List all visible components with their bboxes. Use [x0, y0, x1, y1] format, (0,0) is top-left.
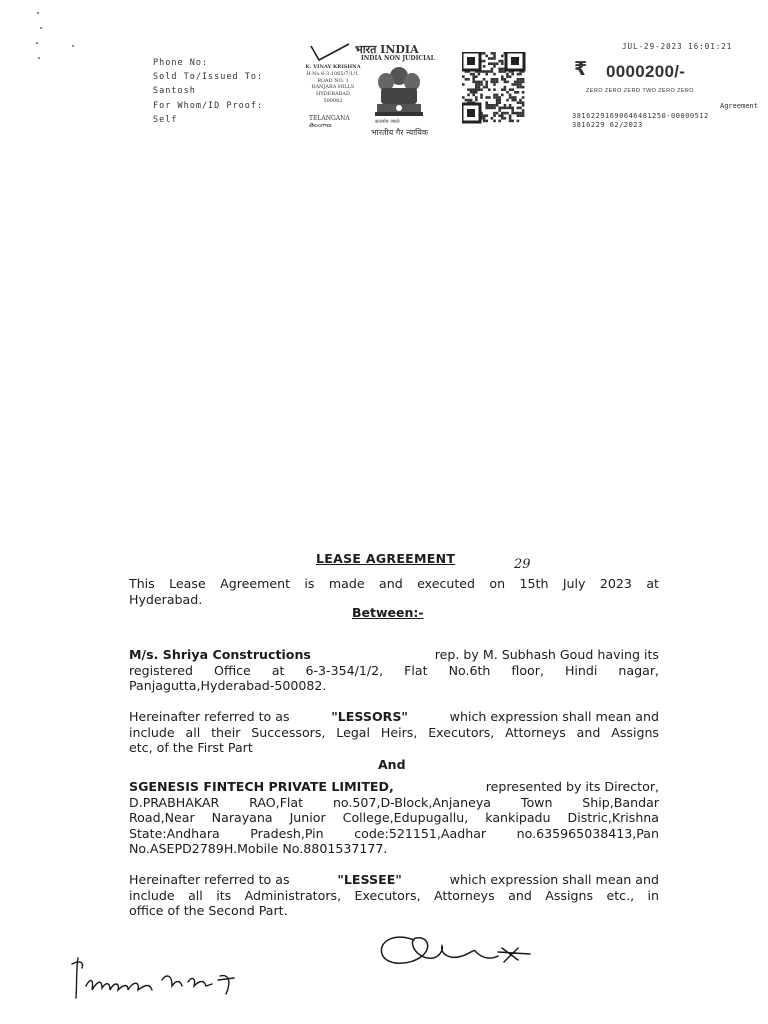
qr-module	[504, 112, 507, 115]
qr-module	[514, 81, 517, 84]
qr-module	[491, 70, 494, 73]
paragraph-line: include all its Administrators, Executors, Attorneys and Assigns etc., in	[129, 887, 659, 903]
paragraph-line: registered Office at 6-3-354/1/2, Flat No.6th floor, Hindi nagar,	[129, 662, 659, 678]
qr-module	[488, 62, 491, 65]
qr-module	[488, 96, 491, 99]
qr-module	[485, 96, 488, 99]
qr-module	[522, 81, 525, 84]
qr-module	[496, 78, 499, 81]
qr-module	[498, 101, 501, 104]
qr-module	[501, 62, 504, 65]
qr-module	[470, 88, 473, 91]
qr-module	[483, 120, 486, 123]
qr-module	[509, 114, 512, 117]
qr-module	[496, 94, 499, 97]
qr-module	[493, 57, 496, 60]
qr-module	[511, 99, 514, 102]
qr-module	[478, 86, 481, 89]
lessee-paragraph	[129, 779, 659, 857]
qr-module	[470, 99, 473, 102]
qr-module	[511, 83, 514, 86]
qr-module	[472, 81, 475, 84]
qr-module	[504, 86, 507, 89]
lessor-name: M/s. Shriya Constructions	[129, 647, 311, 662]
qr-module	[506, 99, 509, 102]
qr-module	[504, 88, 507, 91]
verification-tick-mark	[307, 42, 353, 64]
qr-module	[478, 88, 481, 91]
qr-module	[519, 114, 522, 117]
qr-module	[475, 88, 478, 91]
qr-module	[498, 120, 501, 123]
qr-module	[496, 62, 499, 65]
paragraph-line: office of the Second Part.	[129, 903, 288, 918]
stamp-value-block	[570, 42, 768, 132]
qr-module	[485, 73, 488, 76]
qr-module	[504, 81, 507, 84]
qr-module	[485, 70, 488, 73]
qr-module	[501, 55, 504, 58]
qr-module	[472, 94, 475, 97]
qr-module	[491, 57, 494, 60]
qr-module	[506, 91, 509, 94]
qr-module	[485, 101, 488, 104]
bharat-india-label: भारत INDIA	[355, 43, 419, 56]
qr-module	[517, 81, 520, 84]
lessor-paragraph	[129, 647, 659, 694]
for-whom-value: Self	[153, 114, 178, 125]
qr-module	[522, 104, 525, 107]
qr-module	[467, 94, 470, 97]
qr-module	[493, 96, 496, 99]
qr-module	[480, 83, 483, 86]
qr-module	[517, 83, 520, 86]
qr-module	[501, 114, 504, 117]
paragraph-line: Road,Near Narayana Junior College,Edupugallu, kankipadu Distric,Krishna	[129, 810, 659, 825]
qr-module	[496, 101, 499, 104]
qr-module	[475, 91, 478, 94]
qr-module	[509, 96, 512, 99]
qr-module	[501, 70, 504, 73]
qr-module	[480, 94, 483, 97]
qr-module	[472, 78, 475, 81]
qr-module	[517, 78, 520, 81]
qr-module	[491, 78, 494, 81]
qr-module	[506, 107, 509, 110]
qr-module	[509, 104, 512, 107]
qr-module	[475, 81, 478, 84]
qr-module	[501, 112, 504, 115]
ref-prefix: Hereinafter referred to as	[129, 872, 290, 887]
qr-module	[493, 52, 496, 55]
qr-module	[511, 73, 514, 76]
qr-module	[498, 107, 501, 110]
qr-module	[511, 96, 514, 99]
paragraph-line: include all their Successors, Legal Heirs, Executors, Attorneys and Assigns	[129, 724, 659, 740]
paragraph-line	[129, 779, 659, 795]
vendor-name: K. VINAY KRISHNA	[305, 64, 361, 70]
qr-module	[517, 101, 520, 104]
lessee-reference-paragraph	[129, 872, 659, 919]
qr-module	[514, 112, 517, 115]
qr-module	[483, 70, 486, 73]
document-title: LEASE AGREEMENT	[316, 551, 456, 566]
qr-module	[493, 88, 496, 91]
qr-module	[522, 109, 525, 112]
paragraph-line: No.ASEPD2789H.Mobile No.8801537177.	[129, 841, 388, 856]
bharatiya-gair-nyayik: भारतीय गैर न्यायिक	[371, 128, 429, 137]
qr-module	[475, 86, 478, 89]
qr-module	[485, 83, 488, 86]
paragraph-line: D.PRABHAKAR RAO,Flat no.507,D-Block,Anjaneya Town Ship,Bandar	[129, 794, 659, 810]
qr-module	[509, 117, 512, 120]
lessor-reference-paragraph	[129, 709, 659, 756]
qr-module	[501, 60, 504, 63]
qr-module	[517, 86, 520, 89]
qr-module	[483, 65, 486, 68]
qr-module	[504, 117, 507, 120]
qr-module	[496, 99, 499, 102]
qr-module	[519, 99, 522, 102]
stamp-datetime: JUL-29-2023 16:01:21	[622, 42, 733, 51]
qr-module	[480, 96, 483, 99]
qr-module	[493, 83, 496, 86]
vendor-address-line: HYDERABAD	[316, 91, 350, 98]
lessee-name: SGENESIS FINTECH PRIVATE LIMITED,	[129, 779, 394, 794]
intro-paragraph	[129, 576, 659, 607]
qr-module	[501, 68, 504, 71]
qr-module	[483, 52, 486, 55]
qr-module	[498, 109, 501, 112]
qr-module	[465, 99, 468, 102]
qr-module	[514, 96, 517, 99]
handwritten-page-number: 29	[514, 557, 531, 572]
lessors-term: "LESSORS"	[331, 709, 408, 724]
qr-module	[496, 104, 499, 107]
qr-module	[470, 73, 473, 76]
and-heading: And	[378, 757, 406, 772]
non-judicial-label: INDIA NON JUDICIAL	[361, 55, 435, 62]
qr-module	[498, 96, 501, 99]
qr-module	[488, 107, 491, 110]
qr-module	[478, 73, 481, 76]
qr-module	[501, 78, 504, 81]
qr-module	[483, 117, 486, 120]
qr-module	[462, 75, 465, 78]
qr-module	[493, 55, 496, 58]
qr-module	[491, 81, 494, 84]
qr-module	[472, 73, 475, 76]
for-whom-label: For Whom/ID Proof:	[153, 100, 264, 111]
qr-module	[522, 86, 525, 89]
vendor-state-english: TELANGANA	[309, 115, 350, 122]
qr-module	[496, 81, 499, 84]
qr-module	[475, 96, 478, 99]
qr-module	[504, 107, 507, 110]
vendor-state	[309, 115, 350, 129]
qr-module	[472, 88, 475, 91]
qr-module	[493, 114, 496, 117]
qr-module	[522, 91, 525, 94]
stamp-vendor-details	[305, 64, 361, 105]
qr-module	[519, 86, 522, 89]
qr-module	[498, 70, 501, 73]
qr-module	[467, 78, 470, 81]
qr-module	[491, 68, 494, 71]
paragraph-line: Hyderabad.	[129, 591, 203, 607]
satyameva-jayate: सत्यमेव जयते	[375, 119, 400, 125]
qr-module	[467, 88, 470, 91]
qr-module	[491, 52, 494, 55]
qr-module	[501, 107, 504, 110]
qr-module	[493, 81, 496, 84]
qr-module	[491, 117, 494, 120]
qr-module	[514, 83, 517, 86]
paragraph-line	[129, 872, 659, 888]
qr-module	[522, 96, 525, 99]
qr-module	[501, 94, 504, 97]
qr-module	[517, 107, 520, 110]
qr-module	[483, 60, 486, 63]
qr-module	[519, 101, 522, 104]
qr-module	[519, 78, 522, 81]
qr-module	[522, 101, 525, 104]
qr-module	[485, 81, 488, 84]
qr-finder-center	[511, 57, 519, 65]
qr-module	[491, 104, 494, 107]
paragraph-line: State:Andhara Pradesh,Pin code:521151,Aadhar no.635965038413,Pan	[129, 825, 659, 841]
ref-prefix: Hereinafter referred to as	[129, 709, 290, 724]
lessor-signature	[370, 926, 540, 974]
qr-module	[511, 88, 514, 91]
qr-module	[475, 99, 478, 102]
qr-module	[493, 120, 496, 123]
qr-module	[496, 112, 499, 115]
stamp-purpose: Agreement	[720, 102, 758, 110]
qr-module	[511, 112, 514, 115]
qr-module	[519, 112, 522, 115]
qr-module	[509, 88, 512, 91]
qr-module	[511, 120, 514, 123]
qr-module	[493, 65, 496, 68]
vendor-address-line: 500082	[323, 97, 343, 104]
qr-module	[462, 96, 465, 99]
qr-module	[509, 120, 512, 123]
vendor-address-line: H.No 6-3-1065/7/1/1,	[306, 70, 360, 77]
sold-to-label: Sold To/Issued To:	[153, 72, 264, 83]
stamp-qr-code	[462, 52, 526, 124]
qr-module	[517, 112, 520, 115]
qr-module	[493, 107, 496, 110]
qr-module	[504, 78, 507, 81]
qr-module	[501, 117, 504, 120]
qr-module	[493, 104, 496, 107]
stamp-amount-words: ZERO ZERO ZERO TWO ZERO ZERO	[586, 88, 694, 94]
qr-module	[485, 107, 488, 110]
qr-module	[522, 114, 525, 117]
qr-module	[519, 81, 522, 84]
qr-module	[501, 88, 504, 91]
qr-module	[522, 78, 525, 81]
qr-module	[519, 73, 522, 76]
qr-module	[501, 75, 504, 78]
qr-module	[506, 112, 509, 115]
qr-module	[462, 83, 465, 86]
paragraph-line: etc, of the First Part	[129, 740, 253, 755]
stamp-amount: 0000200/-	[606, 62, 686, 81]
qr-module	[488, 70, 491, 73]
qr-module	[506, 73, 509, 76]
qr-module	[491, 107, 494, 110]
qr-module	[480, 88, 483, 91]
lion-capital-emblem-icon	[371, 62, 427, 122]
qr-module	[483, 78, 486, 81]
qr-module	[465, 78, 468, 81]
paragraph-line	[129, 647, 659, 663]
lessee-signature	[68, 950, 248, 1010]
qr-module	[493, 62, 496, 65]
qr-module	[514, 99, 517, 102]
qr-module	[485, 55, 488, 58]
qr-module	[475, 83, 478, 86]
qr-module	[509, 75, 512, 78]
stamp-buyer-details	[153, 56, 263, 127]
rupee-symbol: ₹	[574, 58, 588, 80]
qr-module	[483, 114, 486, 117]
qr-module	[485, 86, 488, 89]
qr-module	[493, 73, 496, 76]
qr-module	[467, 99, 470, 102]
qr-module	[491, 62, 494, 65]
lessee-term: "LESSEE"	[337, 872, 402, 887]
qr-module	[509, 94, 512, 97]
stamp-emblem-block	[305, 42, 447, 138]
qr-module	[485, 104, 488, 107]
qr-module	[509, 107, 512, 110]
qr-module	[478, 83, 481, 86]
qr-module	[498, 114, 501, 117]
stamp-serial-number-2: 3816229 62/2023	[572, 121, 643, 129]
qr-module	[498, 99, 501, 102]
qr-module	[496, 96, 499, 99]
buyer-name: Santosh	[153, 86, 196, 97]
ref-suffix: which expression shall mean and	[449, 872, 659, 887]
qr-module	[493, 94, 496, 97]
qr-module	[506, 75, 509, 78]
qr-module	[519, 83, 522, 86]
qr-module	[472, 91, 475, 94]
qr-module	[472, 75, 475, 78]
qr-module	[488, 104, 491, 107]
qr-module	[517, 91, 520, 94]
qr-module	[522, 112, 525, 115]
lessee-line-rest: represented by its Director,	[485, 779, 659, 794]
phone-label: Phone No:	[153, 58, 209, 68]
vendor-state-telugu: తెలంగాణ	[309, 122, 332, 129]
paragraph-line: This Lease Agreement is made and executed on 15th July 2023 at	[129, 576, 659, 591]
qr-module	[498, 60, 501, 63]
paragraph-line	[129, 709, 659, 725]
qr-module	[483, 86, 486, 89]
qr-module	[519, 107, 522, 110]
stamp-serial-number: 38162291690646481250-00000512	[572, 112, 709, 120]
qr-module	[517, 114, 520, 117]
qr-module	[485, 120, 488, 123]
qr-module	[470, 91, 473, 94]
vendor-address-line: ROAD NO. 1 BANJARA HILLS	[311, 77, 355, 91]
qr-module	[493, 78, 496, 81]
qr-module	[517, 120, 520, 123]
qr-module	[478, 81, 481, 84]
qr-module	[498, 68, 501, 71]
ref-suffix: which expression shall mean and	[449, 709, 659, 724]
paragraph-line: Panjagutta,Hyderabad-500082.	[129, 678, 327, 693]
qr-finder-center	[467, 57, 475, 65]
qr-module	[517, 73, 520, 76]
qr-module	[485, 114, 488, 117]
qr-module	[475, 75, 478, 78]
qr-module	[480, 81, 483, 84]
qr-module	[493, 112, 496, 115]
qr-finder-center	[467, 109, 475, 117]
lessor-line-rest: rep. by M. Subhash Goud having its	[434, 647, 659, 662]
qr-module	[504, 104, 507, 107]
qr-module	[506, 81, 509, 84]
qr-module	[511, 109, 514, 112]
qr-module	[514, 91, 517, 94]
qr-module	[511, 107, 514, 110]
between-heading: Between:-	[352, 605, 424, 620]
qr-module	[488, 57, 491, 60]
qr-module	[488, 88, 491, 91]
